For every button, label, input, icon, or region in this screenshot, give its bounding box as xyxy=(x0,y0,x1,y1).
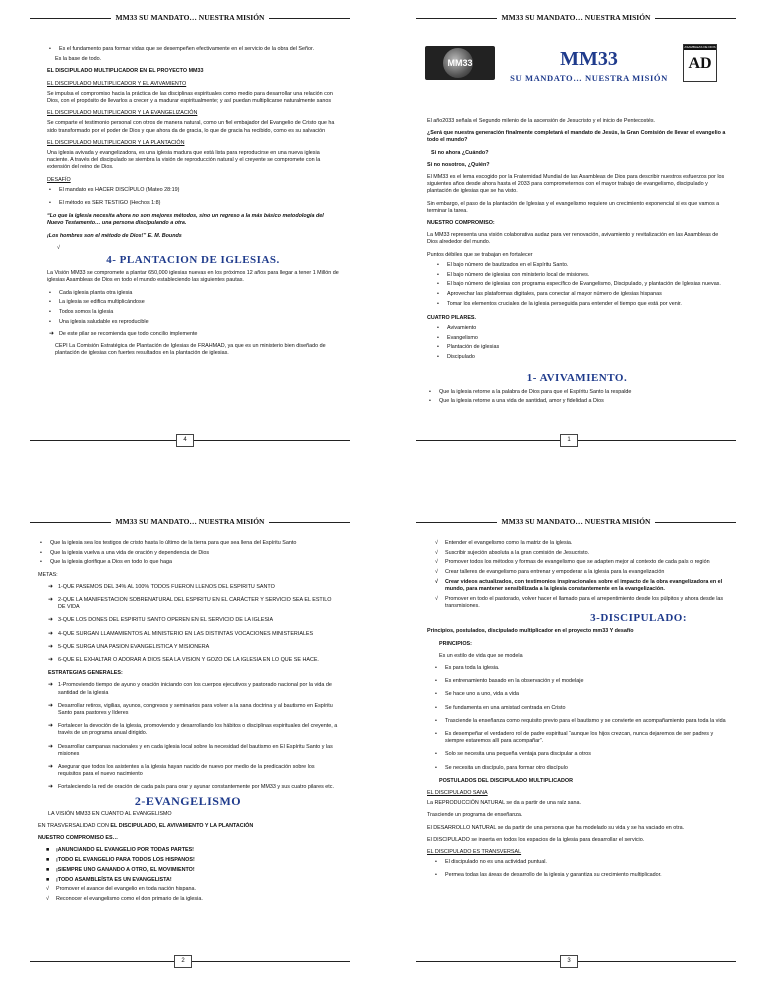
subheading: EL DISCIPULADO MULTIPLICADOR Y LA EVANGELIZACIÓN xyxy=(47,110,198,117)
check-icon: √ xyxy=(435,595,438,602)
arrow-icon: ➜ xyxy=(48,617,54,624)
list-item: √ Promover todos los métodos y formas de evangelismo que se adapten mejor al contexto de cada país o región xyxy=(435,559,710,566)
heading: ESTRATEGIAS GENERALES: xyxy=(48,670,123,677)
arrow-icon: ➜ xyxy=(48,643,54,650)
paragraph: La MM33 representa una visión colaborativa audaz para ver renovación, avivamiento y revitalización en las Asambleas de Dios alrededor del mundo. xyxy=(427,232,719,246)
question: Si no ahora ¿Cuándo? xyxy=(431,149,489,156)
paragraph: El DISCIPULADO se inserta en todos los espacios de la iglesia para desarrollar el servicio. xyxy=(427,836,645,843)
page-header xyxy=(30,516,350,528)
page-header xyxy=(416,516,736,528)
document-subtitle: SU MANDATO… NUESTRA MISIÓN xyxy=(510,73,668,83)
list-item: • Que la iglesia retorne a la palabra de Dios para que el Espíritu Santo la respalde xyxy=(429,388,632,395)
mm33-logo: MM33 xyxy=(425,46,495,80)
intro-text: Es la base de todo. xyxy=(55,56,102,63)
list-item: ➜ Fortalecer la devoción de la iglesia, promoviendo y desarrollando los hábitos o disciplinas espirituales del creyente, a través de un programa anual dirigido. xyxy=(48,723,338,737)
arrow-icon: ➜ xyxy=(48,597,54,604)
check-icon: √ xyxy=(435,559,438,566)
list-item: ➜ 6-QUE EL EXHALTAR O ADORAR A DIOS SEA LA VISION Y GOZO DE LA IGLESIA EN LO QUE SE HACE. xyxy=(48,657,319,664)
paragraph: El año2033 señala el Segundo milenio de la ascensión de Jesucristo y el inicio de Pentecostés. xyxy=(427,118,656,124)
section-title: 2-EVANGELISMO xyxy=(134,793,242,808)
subheading: EL DISCIPULADO SANA xyxy=(427,789,488,796)
arrow-icon: ➜ xyxy=(48,682,54,689)
heading: EL DISCIPULADO MULTIPLICADOR EN EL PROYECTO MM33 xyxy=(47,68,204,75)
paragraph: La REPRODUCCIÓN NATURAL se da a partir de una raíz sana. xyxy=(427,800,581,807)
arrow-icon: ➜ xyxy=(48,784,54,791)
list-item: • Una iglesia saludable es reproducible xyxy=(49,318,149,325)
page-number: 3 xyxy=(560,955,578,968)
arrow-icon: ➜ xyxy=(48,702,54,709)
square-bullet-icon: ■ xyxy=(46,847,50,854)
page-2 xyxy=(0,500,384,994)
paragraph: CEPI La Comisión Estratégica de Plantación de Iglesias de FRAHMAD, ya que es un ministerio bien diseñado de plantación de iglesias con fuertes resultados en la plantación de iglesias. xyxy=(55,343,326,357)
heading: CUATRO PILARES. xyxy=(427,314,477,321)
list-item: • El bajo número de iglesias con ministerio local de misiones. xyxy=(437,271,590,278)
list-item: ➜ 1-QUE PASEMOS DEL 34% AL 100% TODOS FUERON LLENOS DEL ESPIRITU SANTO xyxy=(48,583,275,590)
list-item: • Se hace uno a uno, vida a vida xyxy=(435,691,520,698)
paragraph: Sin embargo, el paso de la plantación de Iglesias y el evangelismo requiere un crecimiento exponencial si es que vamos a terminar la tarea. xyxy=(427,200,720,214)
paragraph: La Visión MM33 se compromete a plantar 650,000 iglesias nuevas en los próximos 12 años para llegar a tener 1 Millón de iglesias Asambleas de Dios en todo el mundo estableciendo las siguientes pautas. xyxy=(47,270,339,284)
paragraph: LA VISIÓN MM33 EN CUANTO AL EVANGELISMO xyxy=(48,810,172,817)
list-item: • El bajo número de iglesias con programa específico de Evangelismo, Discipulado, y plantación de Iglesias nuevas. xyxy=(437,281,721,288)
transv-bold: EL DISCIPULADO, EL AVIVAMIENTO Y LA PLANTACIÓN xyxy=(110,823,254,830)
list-item: • Permea todas las áreas de desarrollo de la iglesia y garantiza su crecimiento multiplicador. xyxy=(435,872,662,879)
page-4 xyxy=(0,0,384,468)
list-item: ➜ De este pilar se recomienda que todo concilio implemente xyxy=(49,330,198,337)
list-item: √ Reconocer el evangelismo como el don primario de la iglesia. xyxy=(46,896,203,902)
list-item: • El discipulado no es una actividad puntual. xyxy=(435,859,547,866)
list-item: √ Crear videos actualizados, con testimonios inspiracionales sobre el impacto de la obra evangelizadora en el mundo, para mantener sensibilizada a la iglesia constantemente en la evangelización. xyxy=(435,578,723,593)
list-item: • Se necesita un discípulo, para formar otro discípulo xyxy=(435,764,568,771)
list-item: • La iglesia se edifica multiplicándose xyxy=(49,299,145,306)
list-item: • Trasciende la enseñanza como requisito previo para el bautismo y se convierte en acompañamiento para toda la vida xyxy=(435,717,726,724)
arrow-icon: ➜ xyxy=(48,583,54,590)
header-title: MM33 SU MANDATO… NUESTRA MISIÓN xyxy=(111,517,270,526)
list-item: √ Suscribir sujeción absoluta a la gran comisión de Jesucristo. xyxy=(435,549,590,556)
list-item: ■ ¡TODO ASAMBLEÍSTA ES UN EVANGELISTA! xyxy=(46,876,172,883)
subheading: EL DISCIPULADO MULTIPLICADOR Y EL AVIVAMIENTO xyxy=(47,80,187,87)
heading: NUESTRO COMPROMISO ES… xyxy=(38,835,118,842)
list-item: ➜ 3-QUE LOS DONES DEL ESPIRITU SANTO OPEREN EN EL SERVICIO DE LA IGLESIA xyxy=(48,617,274,624)
arrow-icon: ➜ xyxy=(48,657,54,664)
paragraph: Es un estilo de vida que se modela xyxy=(439,652,523,659)
square-bullet-icon: ■ xyxy=(46,866,50,873)
header-title: MM33 SU MANDATO… NUESTRA MISIÓN xyxy=(497,13,656,22)
page-1 xyxy=(384,0,768,468)
list-item: ■ ¡ANUNCIANDO EL EVANGELIO POR TODAS PARTES! xyxy=(46,847,194,854)
paragraph: El DESARROLLO NATURAL se da partir de una persona que ha modelado su vida y se ha vaciado en otra. xyxy=(427,824,685,831)
page-body xyxy=(38,540,338,908)
page-number: 1 xyxy=(560,434,578,447)
page-body xyxy=(427,540,727,886)
transv-prefix: EN TRASVERSALIDAD CON xyxy=(38,823,111,830)
page-3 xyxy=(384,500,768,994)
list-item: ➜ Desarrollar campanas nacionales y en cada iglesia local sobre la necesidad del bautismo en El Espíritu Santo y las misiones xyxy=(48,743,333,757)
list-item: • Discipulado xyxy=(437,354,475,361)
paragraph: El MM33 es el lema escogido por la Fraternidad Mundial de las Asambleas de Dios para describir nuestros esfuerzos por los siguientes años desde ahora hasta el 2033 para comprometernos con el mayor trabajo de evangelismo, discipulado y plantación de iglesias que se ha visto. xyxy=(427,174,725,195)
check-icon: √ xyxy=(435,540,438,546)
heading: PRINCIPIOS: xyxy=(439,640,472,647)
heading: Principios, postulados, discipulado multiplicador en el proyecto mm33 Y desafío xyxy=(427,628,634,635)
list-item: ➜ 5-QUE SURGA UNA PASION EVANGELISTICA Y MISIONERA xyxy=(48,643,210,650)
paragraph: Trasciende un programa de enseñanza. xyxy=(427,812,523,819)
list-item: ➜ Fortaleciendo la red de oración de cada país para orar y ayunar constantemente por MM33 y sus cuatro pilares etc. xyxy=(48,784,334,791)
quote-author: ¡Los hombres son el método de Dios!” E. M. Bounds xyxy=(47,232,182,239)
list-item: ➜ 1-Promoviendo tiempo de ayuno y oración iniciando con los cuerpos ejecutivos y pastorado nacional por la vida de santidad de la iglesia xyxy=(48,682,332,696)
arrow-icon: ➜ xyxy=(49,330,55,337)
list-item: • Que la iglesia retorne a una vida de santidad, amor y fidelidad a Dios xyxy=(429,398,604,405)
page-body xyxy=(427,118,727,410)
page-number: 4 xyxy=(176,434,194,447)
list-item: ➜ Desarrollar retiros, vigilias, ayunos, congresos y seminarios para volver a la sana doctrina y al bautismo en Espíritu Santo para pastores y líderes xyxy=(48,702,333,717)
list-item: √ Entender el evangelismo como la matriz de la iglesia. xyxy=(435,540,573,546)
heading: POSTULADOS DEL DISCIPULADO MULTIPLICADOR xyxy=(439,777,573,784)
section-title: 1- AVIVAMIENTO. xyxy=(526,372,628,385)
list-item: • Plantación de iglesias xyxy=(437,344,500,351)
list-item: √ Promover el avance del evangelio en toda nación hispana. xyxy=(46,886,196,893)
header-title: MM33 SU MANDATO… NUESTRA MISIÓN xyxy=(497,517,656,526)
paragraph: Puntos débiles que se trabajan en fortalecer xyxy=(427,251,533,258)
list-item: ➜ Asegurar que todos los asistentes a la iglesia hayan nacido de nuevo por medio de la predicación sobre los requisitos para el nuevo nacimiento xyxy=(48,764,315,778)
list-item: • Avivamiento xyxy=(437,325,477,332)
check-icon: √ xyxy=(435,569,438,576)
subheading: EL DISCIPULADO MULTIPLICADOR Y LA PLANTACIÓN xyxy=(47,139,185,146)
page-body xyxy=(47,46,339,363)
paragraph: Se comparte el testimonio personal con otros de manera natural, como un fiel embajador del Evangelio de Cristo que ha sido transformado por el poder de Dios y que ahora da de gracia, lo que de gracia ha recibido, como es su salvación xyxy=(47,120,335,134)
paragraph: Una iglesia avivada y evangelizadora, es una iglesia madura que está lista para reproducirse en una nueva iglesia naciente. A través del discipulado se siembra la visión de reproducción natural y el creyente se compromete con la extensión del reino de Dios. xyxy=(47,150,321,171)
header-title: MM33 SU MANDATO… NUESTRA MISIÓN xyxy=(111,13,270,22)
list-item: √ Promover en todo el pastorado, volver hacer el llamado para el arrepentimiento desde los púlpitos y ahora desde las transmisiones. xyxy=(435,595,724,609)
subheading: DESAFÍO xyxy=(47,176,71,183)
list-item: ■ ¡TODO EL EVANGELIO PARA TODOS LOS HISPANOS! xyxy=(46,857,195,864)
arrow-icon: ➜ xyxy=(48,764,54,771)
quote: “Lo que la iglesia necesita ahora no son mejores métodos, sino un regreso a la más básico metodología del Nuevo Testamento… una persona discipulando a otra. xyxy=(47,213,324,227)
asambleas-logo: ASAMBLEAS DE DIOS AD xyxy=(683,44,717,82)
list-item: • Que la iglesia sea los testigos de cristo hasta lo último de la tierra para que sea llena del Espíritu Santo xyxy=(40,540,297,546)
heading: METAS: xyxy=(38,571,58,578)
list-item: • Todos somos la iglesia xyxy=(49,309,114,316)
list-item: ➜ 4-QUE SURGAN LLAMAMIENTOS AL MINISTERIO EN LAS DISTINTAS VOCACIONES MINISTERIALES xyxy=(48,630,314,637)
page-number: 2 xyxy=(174,955,192,968)
arrow-icon: ➜ xyxy=(48,723,54,730)
list-item: ■ ¡SIEMPRE UNO GANANDO A OTRO, EL MOVIMIENTO! xyxy=(46,866,195,873)
document-title: MM33 xyxy=(560,48,618,70)
list-item: • Es desempeñar el verdadero rol de padre espiritual “aunque los hijos crezcan, nunca dejaremos de ser padres y siempre estaremos allí para acompañar”. xyxy=(435,730,714,745)
list-item: • Es entrenamiento basado en la observación y el modelaje xyxy=(435,678,584,685)
list-item: √ Crear talleres de evangelismo para entrenar y empoderar a la iglesia para la evangelización xyxy=(435,569,665,576)
list-item: • Que la iglesia glorifique a Dios en todo lo que haga xyxy=(40,559,172,566)
heading: NUESTRO COMPROMISO: xyxy=(427,220,495,227)
list-item: • Tomar los elementos cruciales de la iglesia perseguida para entender el tiempo que está por venir. xyxy=(437,300,682,307)
check-icon: √ xyxy=(435,549,438,556)
list-item: • Aprovechar las plataformas digitales, para conectar al mayor número de iglesias hispanas xyxy=(437,290,662,297)
section-title: 3-DISCIPULADO: xyxy=(590,612,687,625)
list-item: • El bajo número de bautizados en el Espíritu Santo. xyxy=(437,261,569,268)
check-icon: √ xyxy=(435,578,438,585)
check-icon: √ xyxy=(46,886,49,893)
list-item: • Cada iglesia planta otra iglesia xyxy=(49,289,133,296)
arrow-icon: ➜ xyxy=(48,630,54,637)
square-bullet-icon: ■ xyxy=(46,857,50,864)
subheading: EL DISCIPULADO ES TRANSVERSAL xyxy=(427,848,522,855)
page-header xyxy=(416,12,736,24)
list-item: ➜ 2-QUE LA MANIFESTACION SOBRENATURAL DEL ESPIRITU EN EL CARÁCTER Y SERVICIO SEA EL ESTILO DE VIDA xyxy=(48,597,332,611)
list-item: • Es para toda la iglesia. xyxy=(435,664,500,671)
list-item: • Evangelismo xyxy=(437,334,478,341)
arrow-icon: ➜ xyxy=(48,743,54,750)
paragraph: Se impulsa el compromiso hacia la práctica de las disciplinas espirituales como medio para desarrollar una relación con Dios, con el propósito de llevarlos a crecer y a madurar espiritualmente; y así puedan multiplicarse naturalmente sanos xyxy=(47,90,333,105)
list-item: • Se fundamenta en una amistad centrada en Cristo xyxy=(435,704,566,711)
list-item: • Solo se necesita una pequeña ventaja para discipular a otros xyxy=(435,751,591,758)
list-item: • Es el fundamento para formar vidas que se desempeñen efectivamente en el servicio de la obra del Señor. xyxy=(49,46,315,52)
section-title: 4- PLANTACION DE IGLESIAS. xyxy=(106,254,280,267)
paragraph xyxy=(38,823,338,830)
check-mark: √ xyxy=(57,244,60,251)
square-bullet-icon: ■ xyxy=(46,876,50,883)
list-item: • El método es SER TESTIGO (Hechos 1:8) xyxy=(49,200,161,207)
list-item: • Que la iglesia vuelva a una vida de oración y dependencia de Dios xyxy=(40,549,210,556)
check-icon: √ xyxy=(46,896,49,902)
question: Si no nosotros, ¿Quién? xyxy=(427,161,490,168)
list-item: • El mandato es HACER DISCÍPULO (Mateo 28:19) xyxy=(49,186,180,193)
page-header xyxy=(30,12,350,24)
paragraph: ¿Será que nuestra generación finalmente completará el mandato de Jesús, la Gran Comisión de llevar el evangelio a todo el mundo? xyxy=(427,130,726,144)
